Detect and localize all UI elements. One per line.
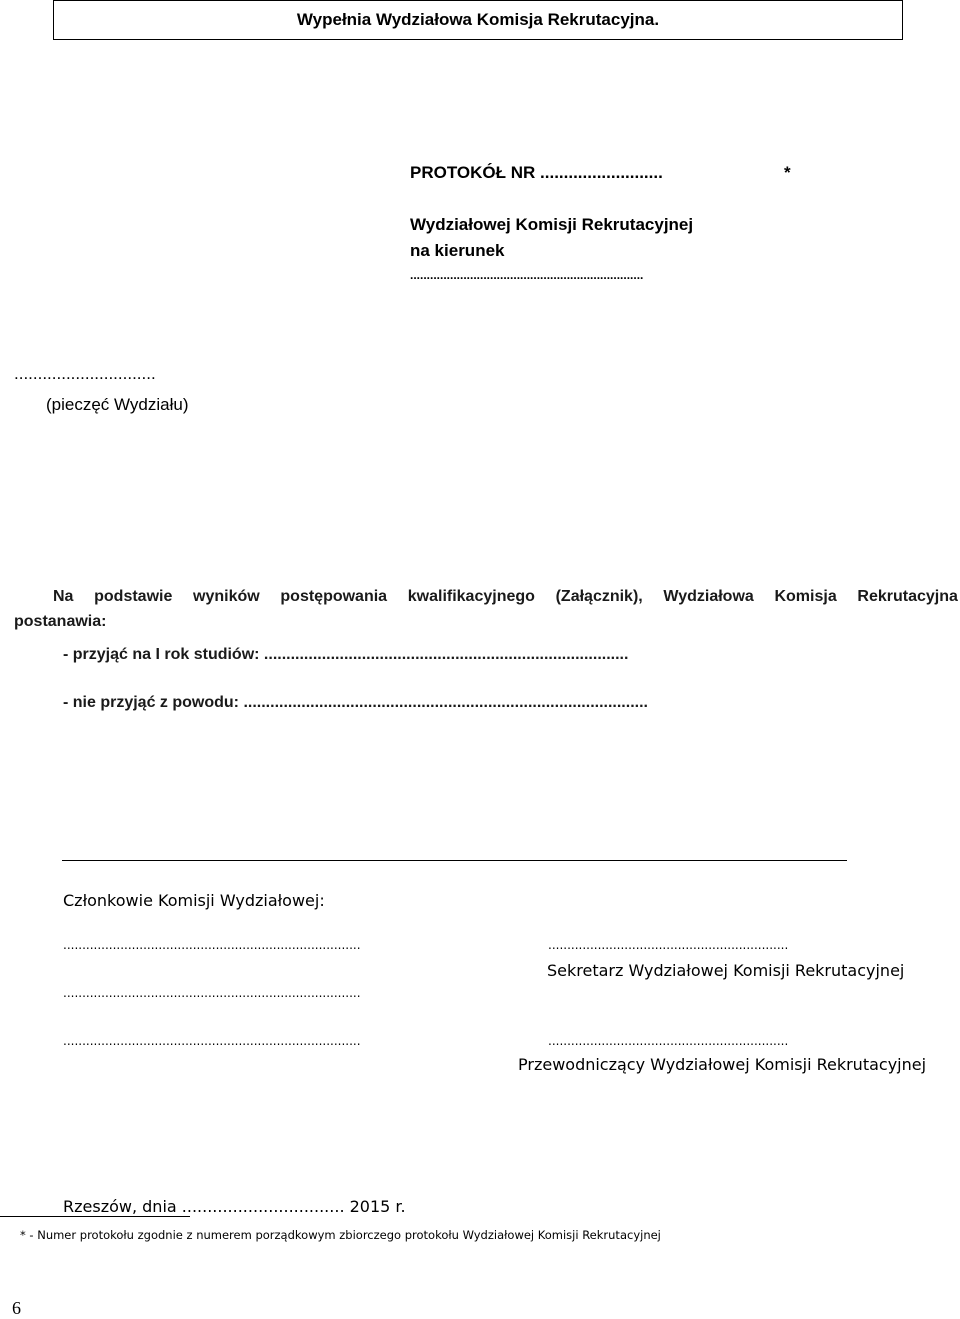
decision-intro bbox=[53, 588, 958, 606]
intro-word: postępowania bbox=[280, 588, 388, 605]
direction-dots: ...................................................................... bbox=[410, 268, 644, 282]
place-date: Rzeszów, dnia ................................ 2015 r. bbox=[63, 1197, 406, 1216]
header-title: Wypełnia Wydziałowa Komisja Rekrutacyjna. bbox=[296, 10, 660, 29]
secretary-dots: ............................................................... bbox=[548, 938, 789, 952]
chair-dots: ............................................................... bbox=[548, 1034, 789, 1048]
stamp-label: (pieczęć Wydziału) bbox=[46, 395, 189, 414]
header-box bbox=[53, 0, 903, 40]
chair-label: Przewodniczący Wydziałowej Komisji Rekrutacyjnej bbox=[518, 1055, 927, 1074]
member-dots-2: .............................................................................. bbox=[63, 986, 361, 1000]
reject-line: - nie przyjąć z powodu: ........................................................................................... bbox=[63, 694, 648, 711]
intro-word: Na bbox=[53, 588, 74, 605]
protocol-asterisk: * bbox=[784, 163, 791, 182]
intro-word: Rekrutacyjna bbox=[857, 588, 958, 605]
member-dots-1: .............................................................................. bbox=[63, 938, 361, 952]
page-number: 6 bbox=[12, 1298, 21, 1318]
stamp-dots: .............................. bbox=[14, 364, 156, 383]
intro-word: (Załącznik), bbox=[555, 588, 643, 605]
secretary-label: Sekretarz Wydziałowej Komisji Rekrutacyjnej bbox=[547, 961, 905, 980]
intro-word: wyników bbox=[193, 588, 260, 605]
direction-label: na kierunek bbox=[410, 241, 505, 260]
intro-word: Wydziałowa bbox=[663, 588, 754, 605]
committee-title: Wydziałowej Komisji Rekrutacyjnej bbox=[410, 215, 694, 234]
decision-intro-cont: postanawia: bbox=[14, 613, 107, 630]
footnote-separator bbox=[0, 1216, 190, 1217]
intro-word: kwalifikacyjnego bbox=[407, 588, 535, 605]
accept-line: - przyjąć na I rok studiów: .................................................................................. bbox=[63, 646, 629, 663]
intro-word: Komisja bbox=[774, 588, 837, 605]
member-dots-3: .............................................................................. bbox=[63, 1034, 361, 1048]
footnote: * - Numer protokołu zgodnie z numerem porządkowym zbiorczego protokołu Wydziałowej Komisji Rekrutacyjnej bbox=[20, 1228, 661, 1242]
members-label: Członkowie Komisji Wydziałowej: bbox=[63, 891, 325, 910]
protocol-number bbox=[410, 163, 663, 183]
intro-word: podstawie bbox=[94, 588, 173, 605]
separator-line bbox=[62, 860, 847, 861]
protocol-number-text: PROTOKÓŁ NR .......................... bbox=[410, 163, 663, 182]
